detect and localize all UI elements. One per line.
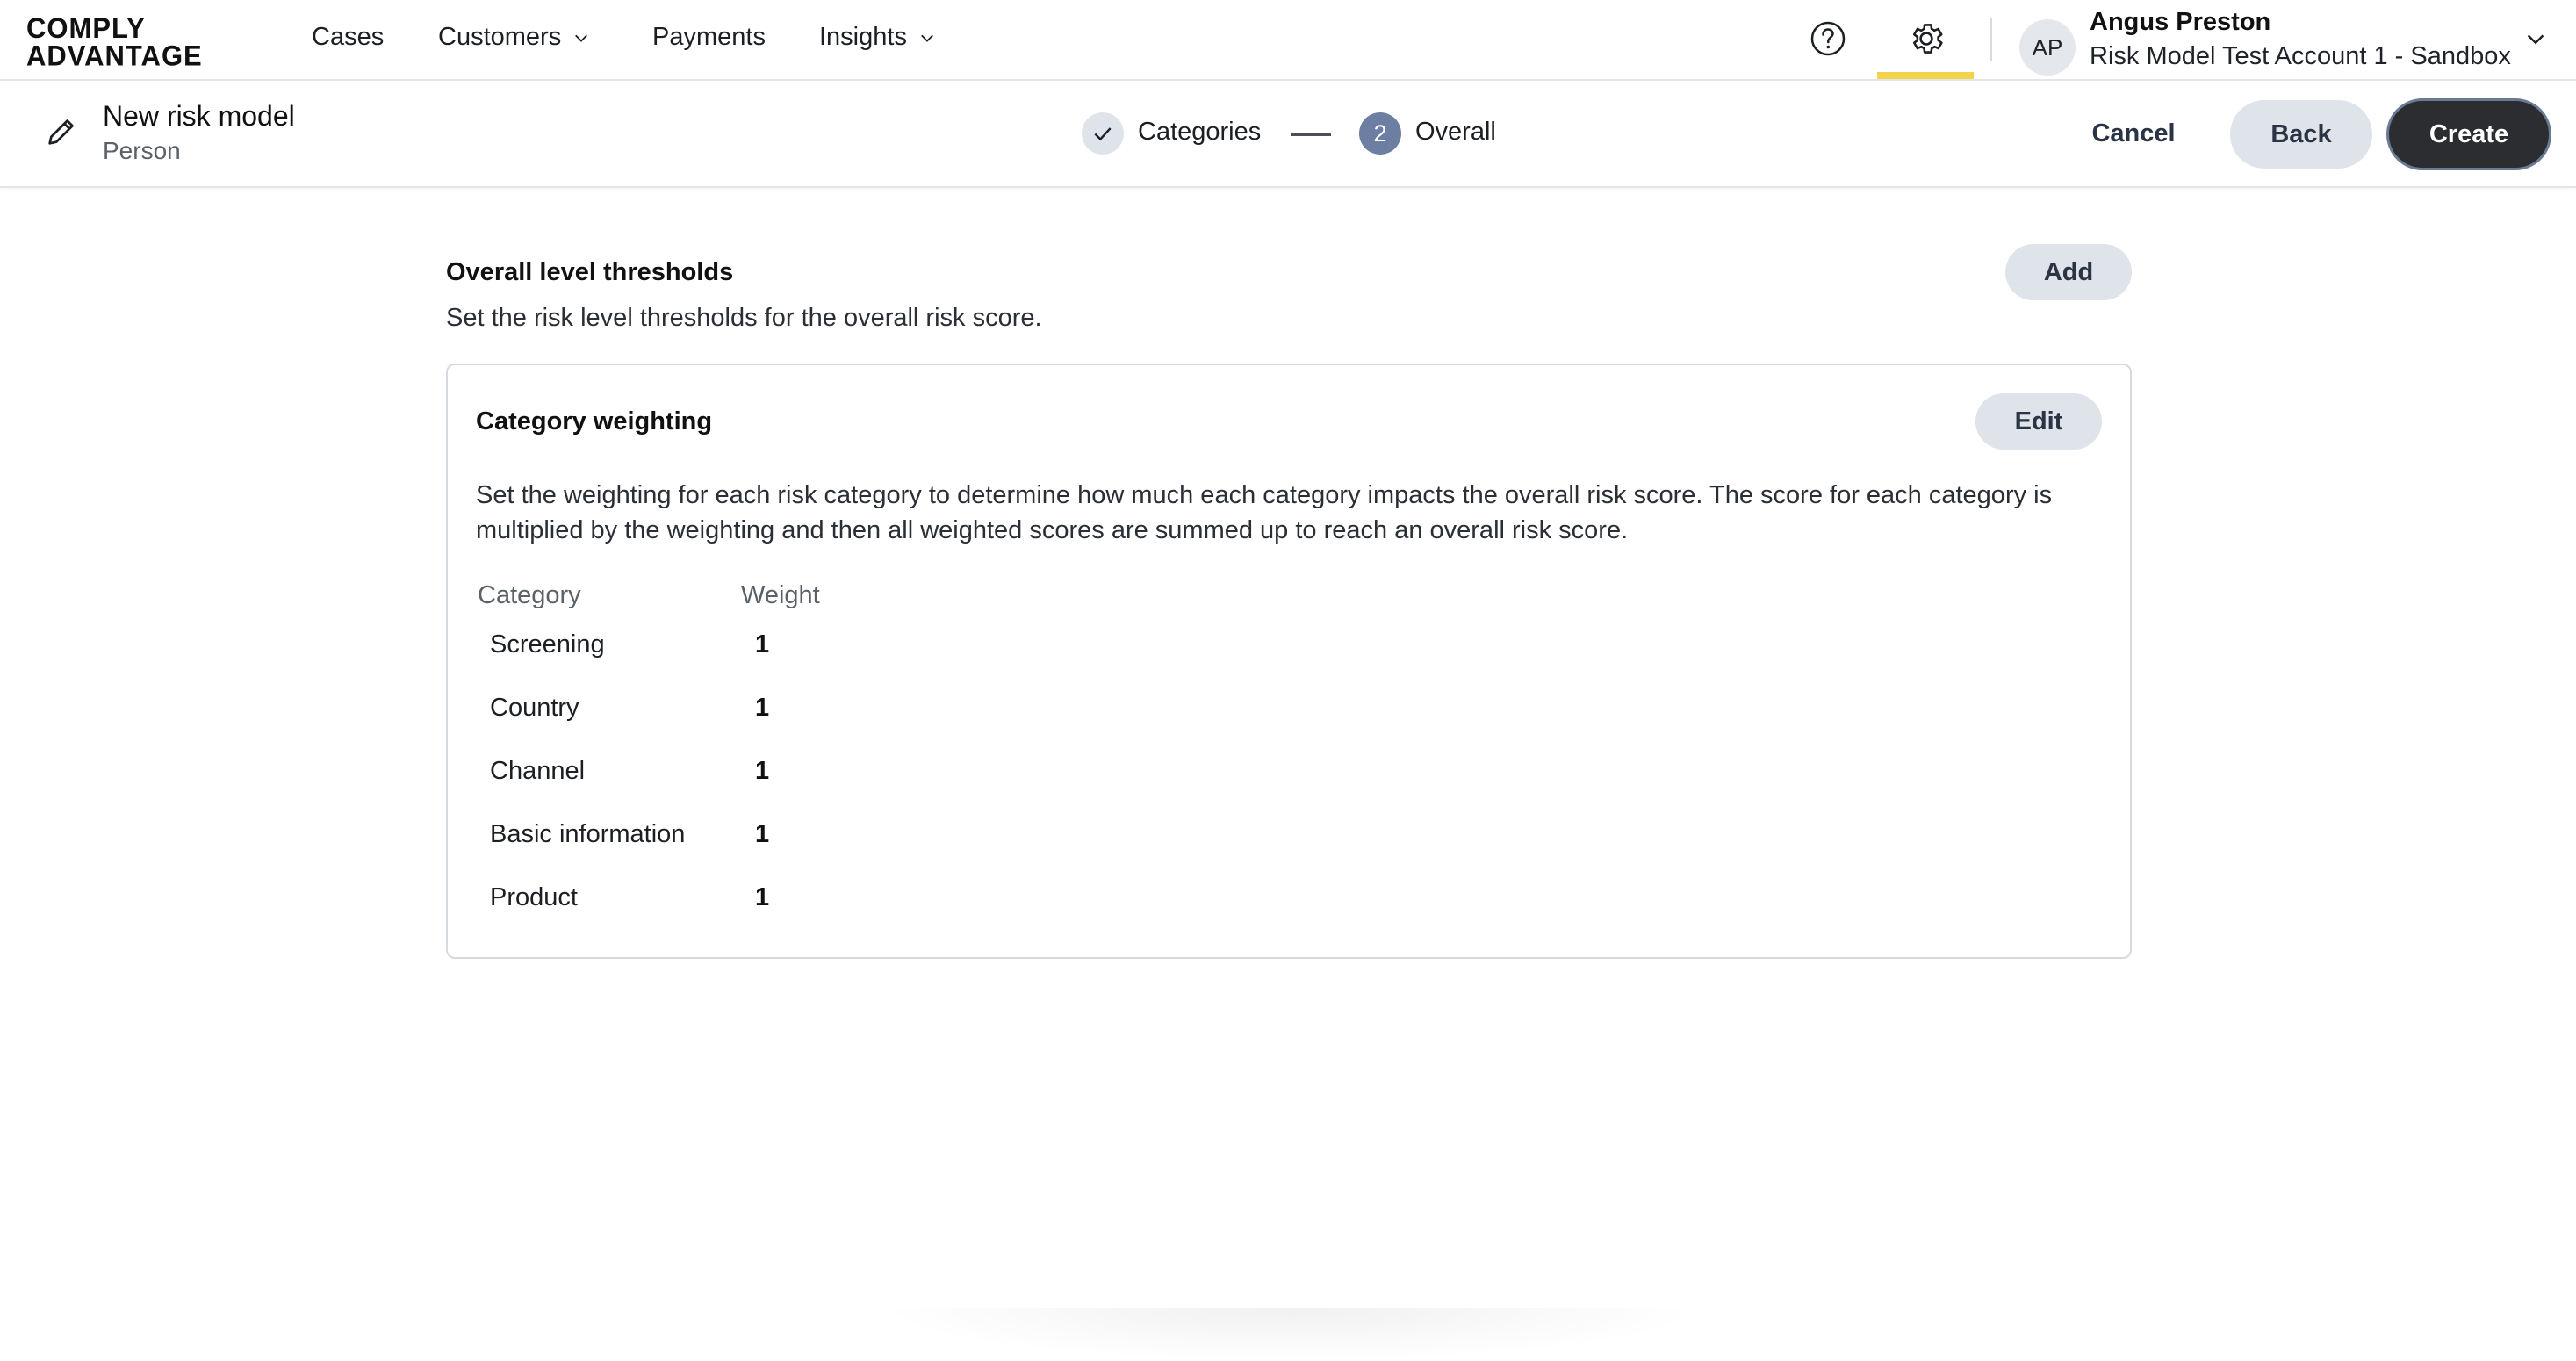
avatar-initials: AP [2032,33,2063,61]
thresholds-title: Overall level thresholds [446,258,734,286]
step-number: 2 [1373,119,1387,147]
nav-item-label: Customers [438,23,562,51]
back-button[interactable]: Back [2230,100,2372,169]
column-header-weight: Weight [741,581,820,609]
step-overall-indicator [1359,112,1401,155]
create-button[interactable]: Create [2386,98,2551,170]
column-header-category: Category [478,581,581,609]
step-categories-label[interactable]: Categories [1138,118,1262,146]
step-connector [1291,133,1331,136]
help-button[interactable] [1809,19,1847,58]
nav-item-label: Insights [819,23,907,51]
page-subtitle: Person [103,137,181,164]
top-navigation-bar [0,0,2576,81]
chevron-down-icon[interactable] [2525,28,2546,49]
step-overall-label: Overall [1415,118,1496,146]
avatar[interactable] [2019,19,2076,76]
nav-item-payments[interactable] [652,23,766,52]
category-weighting-title: Category weighting [476,407,713,436]
table-row-weight: 1 [755,883,770,911]
cancel-button[interactable]: Cancel [2091,119,2176,148]
chevron-down-icon [573,30,589,46]
thresholds-description: Set the risk level thresholds for the overall risk score. [446,304,1042,332]
table-row-weight: 1 [755,630,770,659]
help-icon [1810,20,1846,57]
table-row-category: Channel [490,757,586,785]
nav-divider [1990,18,1992,61]
category-weighting-card [446,364,2132,959]
table-row-category: Product [490,883,578,911]
user-name: Angus Preston [2090,8,2271,36]
nav-item-customers[interactable] [438,23,589,52]
comply-advantage-logo[interactable] [26,11,203,72]
account-name: Risk Model Test Account 1 - Sandbox [2090,42,2511,70]
nav-item-label: Payments [652,23,766,51]
nav-item-label: Cases [312,23,385,51]
nav-item-insights[interactable] [819,23,935,52]
nav-item-cases[interactable] [312,23,384,52]
settings-button[interactable] [1907,19,1946,58]
page-title: New risk model [103,100,295,132]
edit-weighting-button[interactable]: Edit [1975,393,2102,450]
table-row-weight: 1 [755,694,770,722]
table-row-category: Basic information [490,820,686,848]
gear-icon [1907,19,1946,58]
wizard-header [0,81,2576,188]
table-row-category: Country [490,694,579,722]
table-row-category: Screening [490,630,605,659]
settings-active-indicator [1877,72,1974,79]
table-row-weight: 1 [755,820,770,848]
chevron-down-icon [919,30,935,46]
category-weighting-description: Set the weighting for each risk category to determine how much each category impacts the overall risk score. The score for each category is multiplied by the weighting and then all weighted scores are summed up to reach an overall risk score. [476,481,2053,544]
logo-line-1: COMPLY [26,11,146,45]
bottom-shadow [878,1308,1703,1361]
check-icon [1091,122,1114,145]
step-categories-indicator[interactable] [1082,112,1124,155]
logo-line-2: ADVANTAGE [26,39,203,72]
table-row-weight: 1 [755,757,770,785]
add-threshold-button[interactable]: Add [2005,244,2132,300]
pencil-icon [44,114,79,149]
